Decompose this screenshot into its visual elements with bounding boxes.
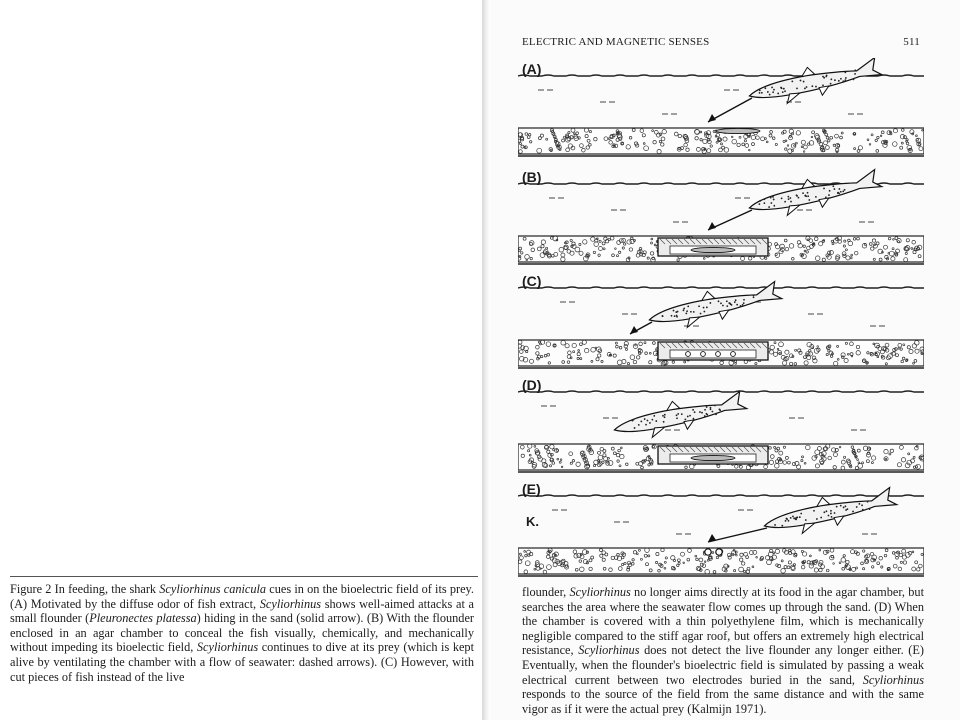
- panel-label: (E): [522, 481, 541, 497]
- water-surface: [518, 287, 924, 288]
- panel-label: (C): [522, 273, 542, 289]
- water-surface: [518, 391, 924, 392]
- fish-piece: [716, 352, 721, 357]
- shark: [746, 167, 884, 222]
- fish-piece: [686, 352, 691, 357]
- figure-panel-b: [518, 166, 924, 266]
- panel-illustration: [518, 58, 924, 158]
- artist-signature: K.: [526, 514, 539, 529]
- caption-divider: [10, 576, 478, 577]
- figure-panel-d: [518, 374, 924, 474]
- electrode: [716, 549, 722, 555]
- arrow-head: [708, 222, 716, 230]
- figure-panel-a: [518, 58, 924, 158]
- panel-illustration: [518, 270, 924, 370]
- panel-illustration: [518, 166, 924, 266]
- panel-label: (B): [522, 169, 542, 185]
- shark: [761, 485, 899, 540]
- water-surface: [518, 495, 924, 496]
- panel-label: (A): [522, 61, 542, 77]
- book-gutter: [482, 0, 490, 720]
- shark: [611, 389, 749, 444]
- figure-caption-part-2: flounder, Scyliorhinus no longer aims directly at its food in the agar chamber, but searches the area where the seawater flow comes up through the sand. (D) When the chamber is covered with a thin polyethylene film, which is mechanically negligible compared to the stiff agar roof, but offers an extremely high electrical resistance, Scyliorhinus does not detect the live flounder any longer either. (E) Eventually, when the flounder's bioelectric field is simulated by passing a weak electrical current between two electrodes buried in the sand, Scyliorhinus responds to the source of the field from the same distance and with the same vigor as if it were the actual prey (Kalmijn 1971).: [522, 585, 924, 716]
- figure-caption-part-1: Figure 2 In feeding, the shark Scyliorhinus canicula cues in on the bioelectric field of its prey. (A) Motivated by the diffuse odor of fish extract, Scyliorhinus shows well-aimed attacks at a small flounder (Pleuronectes platessa) hiding in the sand (solid arrow). (B) With the flounder enclosed in an agar chamber to conceal the fish visually, chemically, and mechanically without impeding its bioelectic field, Scyliorhinus continues to dive at its prey (which is kept alive by ventilating the chamber with a flow of seawater: dashed arrows). (C) However, with cut pieces of fish instead of the live: [10, 582, 475, 684]
- panel-illustration: [518, 374, 924, 474]
- figure-panel-c: [518, 270, 924, 370]
- header-title: ELECTRIC AND MAGNETIC SENSES: [522, 36, 710, 48]
- fish-piece: [731, 352, 736, 357]
- panel-label: (D): [522, 377, 542, 393]
- attack-arrow: [708, 528, 767, 542]
- fish-piece: [701, 352, 706, 357]
- electrode: [705, 549, 711, 555]
- flounder: [691, 247, 735, 252]
- flounder: [691, 455, 735, 460]
- running-header: [522, 36, 920, 48]
- panel-illustration: [518, 478, 924, 578]
- chamber-cavity: [670, 350, 756, 358]
- figure-panel-e: [518, 478, 924, 578]
- page-number: 511: [903, 36, 920, 48]
- flounder: [716, 128, 760, 133]
- shark: [746, 58, 884, 110]
